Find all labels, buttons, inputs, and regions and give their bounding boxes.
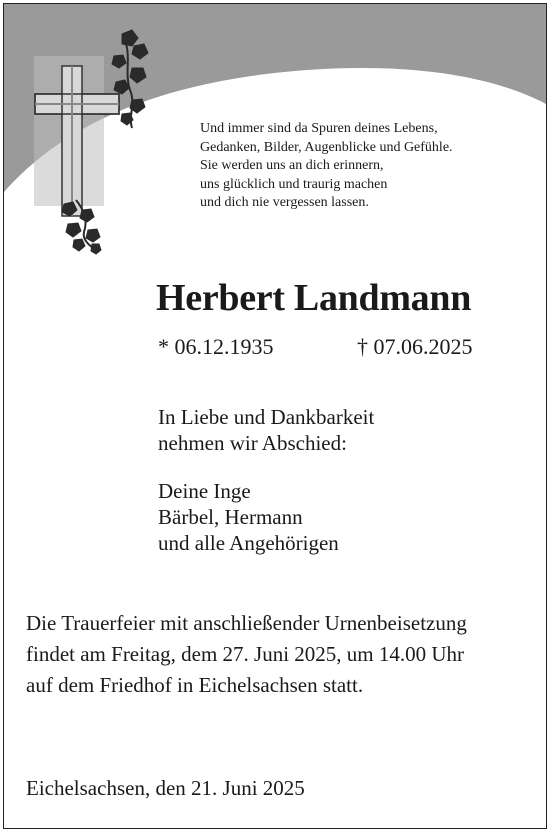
farewell-message bbox=[158, 404, 374, 456]
ivy-vine-lower-icon bbox=[62, 200, 101, 254]
obituary-notice bbox=[3, 3, 547, 829]
farewell-line: nehmen wir Abschied: bbox=[158, 431, 347, 455]
mourner-line: Deine Inge bbox=[158, 479, 251, 503]
poem-line: uns glücklich und traurig machen bbox=[200, 176, 388, 192]
service-line: auf dem Friedhof in Eichelsachsen statt. bbox=[26, 673, 364, 697]
deceased-name: Herbert Landmann bbox=[156, 277, 472, 319]
memorial-poem bbox=[200, 120, 453, 213]
funeral-service-info bbox=[26, 608, 467, 701]
mourners-list bbox=[158, 478, 339, 556]
death-date: † 07.06.2025 bbox=[357, 334, 473, 359]
service-line: Die Trauerfeier mit anschließender Urnenbeisetzung bbox=[26, 611, 467, 635]
farewell-line: In Liebe und Dankbarkeit bbox=[158, 405, 375, 429]
poem-line: Gedanken, Bilder, Augenblicke und Gefühle. bbox=[200, 139, 453, 155]
mourner-line: und alle Angehörigen bbox=[158, 531, 339, 555]
poem-line: Und immer sind da Spuren deines Lebens, bbox=[200, 121, 438, 136]
service-line: findet am Freitag, dem 27. Juni 2025, um 14.00 Uhr bbox=[26, 642, 465, 666]
poem-line: und dich nie vergessen lassen. bbox=[200, 195, 369, 210]
mourner-line: Bärbel, Hermann bbox=[158, 505, 303, 529]
poem-line: Sie werden uns an dich erinnern, bbox=[200, 158, 384, 173]
place-and-date: Eichelsachsen, den 21. Juni 2025 bbox=[26, 776, 305, 800]
birth-date: * 06.12.1935 bbox=[158, 334, 274, 359]
